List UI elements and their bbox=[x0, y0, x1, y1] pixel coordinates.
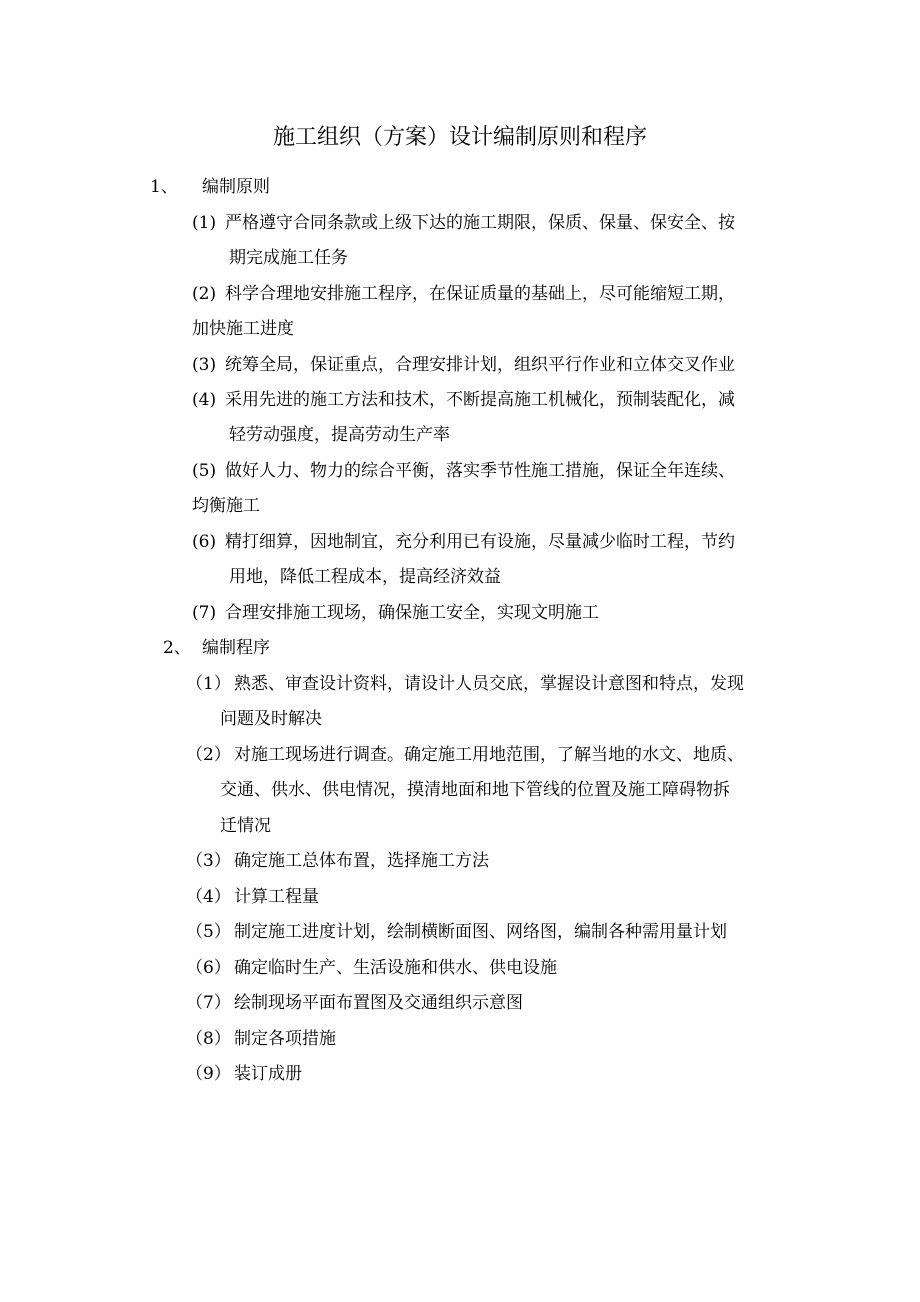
list-item bbox=[186, 846, 489, 871]
item-text-line: 熟悉、审查设计资料，请设计人员交底，掌握设计意图和特点，发现 bbox=[234, 674, 744, 694]
item-text-line: 计算工程量 bbox=[234, 887, 319, 907]
item-text-continuation: 期完成施工任务 bbox=[229, 248, 348, 268]
item-marker: （9） bbox=[186, 1064, 231, 1084]
item-text-continuation: 迁情况 bbox=[220, 816, 271, 836]
item-marker: （3） bbox=[186, 851, 231, 871]
list-item bbox=[186, 740, 744, 765]
item-text-line: 精打细算，因地制宜，充分利用已有设施，尽量减少临时工程，节约 bbox=[225, 532, 735, 552]
section-number: 1、 bbox=[150, 177, 178, 197]
item-text-line: 采用先进的施工方法和技术，不断提高施工机械化，预制装配化，减 bbox=[225, 390, 735, 410]
list-item bbox=[186, 882, 319, 907]
item-text-line: 确定施工总体布置，选择施工方法 bbox=[234, 851, 489, 871]
item-text-line: 科学合理地安排施工程序，在保证质量的基础上，尽可能缩短工期， bbox=[225, 284, 735, 304]
item-text-line: 制定各项措施 bbox=[234, 1029, 336, 1049]
item-marker: （1） bbox=[186, 674, 231, 694]
item-text-continuation: 交通、供水、供电情况，摸清地面和地下管线的位置及施工障碍物拆 bbox=[220, 780, 730, 800]
list-item bbox=[192, 456, 735, 481]
item-text-continuation: 均衡施工 bbox=[192, 496, 260, 516]
list-item bbox=[192, 208, 735, 233]
item-marker: (4) bbox=[192, 390, 217, 410]
section-heading-procedure bbox=[163, 633, 270, 658]
item-marker: （4） bbox=[186, 887, 231, 907]
section-number: 2、 bbox=[163, 638, 191, 658]
item-text-line: 合理安排施工现场，确保施工安全，实现文明施工 bbox=[225, 603, 599, 623]
item-text-line: 做好人力、物力的综合平衡，落实季节性施工措施，保证全年连续、 bbox=[225, 461, 735, 481]
list-item bbox=[186, 669, 744, 694]
item-marker: (1) bbox=[192, 213, 217, 233]
item-marker: (3) bbox=[192, 355, 217, 375]
list-item bbox=[186, 988, 523, 1013]
item-text-line: 装订成册 bbox=[234, 1064, 302, 1084]
list-item bbox=[192, 279, 735, 304]
item-marker: （5） bbox=[186, 922, 231, 942]
item-text-continuation: 加快施工进度 bbox=[192, 319, 294, 339]
item-text-line: 确定临时生产、生活设施和供水、供电设施 bbox=[234, 958, 557, 978]
item-text-continuation: 轻劳动强度，提高劳动生产率 bbox=[229, 425, 450, 445]
item-text-line: 统筹全局，保证重点，合理安排计划，组织平行作业和立体交叉作业 bbox=[225, 355, 735, 375]
item-text-line: 严格遵守合同条款或上级下达的施工期限，保质、保量、保安全、按 bbox=[225, 213, 735, 233]
item-marker: （7） bbox=[186, 993, 231, 1013]
section-heading-label: 编制程序 bbox=[202, 638, 270, 658]
item-marker: (6) bbox=[192, 532, 217, 552]
item-text-continuation: 问题及时解决 bbox=[220, 709, 322, 729]
list-item bbox=[186, 1024, 336, 1049]
list-item bbox=[186, 917, 727, 942]
item-text-line: 对施工现场进行调查。确定施工用地范围，了解当地的水文、地质、 bbox=[234, 745, 744, 765]
item-text-line: 绘制现场平面布置图及交通组织示意图 bbox=[234, 993, 523, 1013]
item-marker: （8） bbox=[186, 1029, 231, 1049]
list-item bbox=[192, 527, 735, 552]
section-heading-principles bbox=[150, 172, 270, 197]
list-item bbox=[192, 350, 735, 375]
item-text-line: 制定施工进度计划，绘制横断面图、网络图，编制各种需用量计划 bbox=[234, 922, 727, 942]
list-item bbox=[186, 1059, 302, 1084]
list-item bbox=[192, 598, 599, 623]
item-marker: (7) bbox=[192, 603, 217, 623]
page-title: 施工组织（方案）设计编制原则和程序 bbox=[272, 125, 647, 150]
item-marker: （6） bbox=[186, 958, 231, 978]
item-text-continuation: 用地，降低工程成本，提高经济效益 bbox=[229, 567, 501, 587]
list-item bbox=[186, 953, 557, 978]
item-marker: （2） bbox=[186, 745, 231, 765]
section-heading-label: 编制原则 bbox=[202, 177, 270, 197]
item-marker: (2) bbox=[192, 284, 217, 304]
item-marker: (5) bbox=[192, 461, 217, 481]
list-item bbox=[192, 385, 735, 410]
